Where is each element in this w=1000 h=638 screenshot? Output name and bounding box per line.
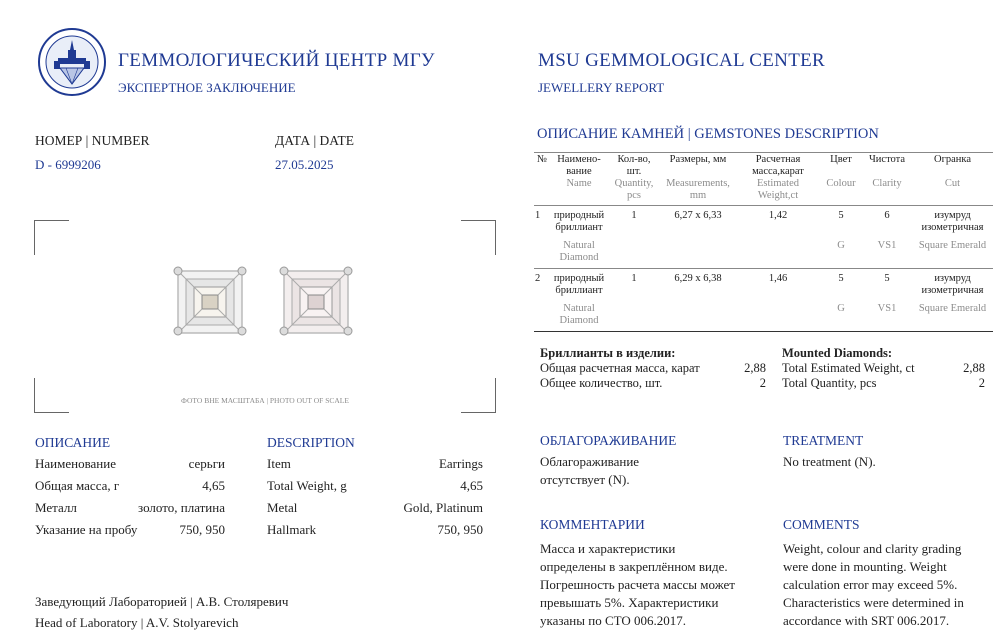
- column-header: Кол-во, шт.: [617, 154, 651, 177]
- subtitle-en: JEWELLERY REPORT: [538, 80, 665, 95]
- earring-photo-right: [278, 265, 358, 337]
- table-cell: [608, 240, 660, 269]
- table-cell: [608, 303, 660, 332]
- table-cell: G: [837, 240, 845, 251]
- table-header-ru: [534, 153, 993, 179]
- mounted-en-count-value: 2: [978, 376, 985, 390]
- comments-ru-line: определены в закреплённом виде.: [540, 559, 728, 574]
- table-cell: [660, 240, 736, 269]
- column-header: Расчетная масса,карат: [752, 154, 804, 177]
- description-en-label: Total Weight, g: [267, 478, 347, 493]
- table-cell: 1,42: [768, 210, 788, 221]
- description-ru-value: серьги: [188, 456, 225, 471]
- table-cell: [736, 240, 820, 269]
- photo-frame: [34, 220, 496, 413]
- table-cell: Square Emerald: [918, 240, 987, 251]
- table-cell: VS1: [877, 240, 897, 251]
- description-en-row: [267, 478, 483, 500]
- treatment-ru-line: отсутствует (N).: [540, 472, 630, 487]
- gemstones-heading: ОПИСАНИЕ КАМНЕЙ | GEMSTONES DESCRIPTION: [537, 126, 879, 142]
- treatment-ru-line: Облагораживание: [540, 454, 640, 469]
- description-en-heading: DESCRIPTION: [267, 435, 355, 450]
- table-cell: 6,27 x 6,33: [674, 210, 722, 221]
- mounted-ru-count-label: Общее количество, шт.: [540, 376, 663, 390]
- column-header: Чистота: [868, 154, 906, 165]
- table-cell: Natural Diamond: [559, 303, 599, 326]
- description-en-value: 750, 950: [437, 522, 483, 537]
- column-header: [534, 178, 550, 206]
- column-header: Цвет: [830, 154, 852, 165]
- title-ru: ГЕММОЛОГИЧЕСКИЙ ЦЕНТР МГУ: [118, 50, 435, 71]
- comments-en-line: Weight, colour and clarity grading: [783, 541, 962, 556]
- table-cell: 1: [535, 210, 541, 221]
- mounted-en-weight-value: 2,88: [963, 361, 985, 375]
- description-ru-value: золото, платина: [138, 500, 225, 515]
- description-ru-row: [35, 522, 225, 544]
- treatment-ru-text: [540, 453, 639, 489]
- column-header: Colour: [826, 178, 856, 189]
- table-cell: изумруд изометричная: [921, 210, 984, 233]
- signature-ru: Заведующий Лабораторией | А.В. Столяревич: [35, 594, 289, 609]
- description-ru-label: Указание на пробу: [35, 522, 138, 537]
- mounted-ru-row: [540, 376, 766, 391]
- table-cell: Natural Diamond: [559, 240, 599, 263]
- description-en-label: Item: [267, 456, 291, 471]
- mounted-en-weight-label: Total Estimated Weight, ct: [782, 361, 915, 375]
- description-ru-label: Металл: [35, 500, 77, 515]
- comments-ru-line: указаны по СТО 006.2017.: [540, 613, 687, 628]
- mounted-ru-count-value: 2: [759, 376, 766, 390]
- comments-ru-line: Масса и характеристики: [540, 541, 676, 556]
- treatment-en-heading: TREATMENT: [783, 433, 864, 448]
- mounted-ru-weight-label: Общая расчетная масса, карат: [540, 361, 700, 375]
- msu-logo-emblem: [38, 28, 106, 96]
- signature-en: Head of Laboratory | A.V. Stolyarevich: [35, 615, 239, 630]
- comments-en-heading: COMMENTS: [783, 517, 860, 532]
- table-cell: Square Emerald: [918, 303, 987, 314]
- table-row: [534, 303, 993, 332]
- subtitle-ru: ЭКСПЕРТНОЕ ЗАКЛЮЧЕНИЕ: [118, 80, 296, 95]
- table-cell: 5: [838, 273, 844, 284]
- description-ru-list: [35, 456, 225, 544]
- comments-en-line: Characteristics were determined in: [783, 595, 964, 610]
- table-cell: изумруд изометричная: [921, 273, 984, 296]
- column-header: Estimated Weight,ct: [757, 178, 799, 201]
- table-row: [534, 269, 993, 303]
- description-en-row: [267, 500, 483, 522]
- table-cell: 5: [838, 210, 844, 221]
- table-cell: VS1: [877, 303, 897, 314]
- column-header: Clarity: [872, 178, 902, 189]
- table-cell: природный бриллиант: [553, 273, 605, 296]
- description-en-value: Earrings: [438, 456, 483, 471]
- table-cell: 6,29 x 6,38: [674, 273, 722, 284]
- description-en-label: Metal: [267, 500, 298, 515]
- description-ru-row: [35, 500, 225, 522]
- description-ru-label: Наименование: [35, 456, 116, 471]
- number-label: НОМЕР | NUMBER: [35, 133, 150, 148]
- description-ru-heading: ОПИСАНИЕ: [35, 435, 111, 450]
- column-header: №: [536, 154, 548, 165]
- description-ru-value: 4,65: [202, 478, 225, 493]
- number-value: D - 6999206: [35, 157, 101, 172]
- description-en-label: Hallmark: [267, 522, 317, 537]
- comments-ru-line: превышать 5%. Характеристики: [540, 595, 719, 610]
- description-en-row: [267, 456, 483, 478]
- table-cell: [534, 303, 550, 332]
- mounted-en-heading: Mounted Diamonds:: [782, 346, 893, 360]
- description-ru-value: 750, 950: [179, 522, 225, 537]
- treatment-en-text: [783, 453, 876, 471]
- comments-en-line: calculation error may exceed 5%.: [783, 577, 958, 592]
- title-en: MSU GEMMOLOGICAL CENTER: [538, 50, 825, 71]
- comments-ru-line: Погрешность расчета массы может: [540, 577, 735, 592]
- description-en-value: 4,65: [460, 478, 483, 493]
- table-cell: 6: [884, 210, 890, 221]
- description-en-row: [267, 522, 483, 544]
- column-header: Cut: [944, 178, 961, 189]
- treatment-en-line: No treatment (N).: [783, 454, 876, 469]
- column-header: Размеры, мм: [669, 154, 727, 165]
- table-cell: 1,46: [768, 273, 788, 284]
- comments-ru-heading: КОММЕНТАРИИ: [540, 517, 645, 532]
- table-cell: 1: [631, 273, 637, 284]
- comments-en-line: accordance with SRT 006.2017.: [783, 613, 950, 628]
- mounted-ru: [540, 346, 766, 391]
- table-cell: природный бриллиант: [553, 210, 605, 233]
- mounted-en-row: [782, 376, 985, 391]
- description-en-list: [267, 456, 483, 544]
- description-ru-row: [35, 478, 225, 500]
- table-cell: 5: [884, 273, 890, 284]
- table-cell: [660, 303, 736, 332]
- earring-photo-left: [172, 265, 252, 337]
- mounted-ru-row: [540, 361, 766, 376]
- column-header: Quantity, pcs: [614, 178, 654, 201]
- description-ru-label: Общая масса, г: [35, 478, 120, 493]
- photo-caption: ФОТО ВНЕ МАСШТАБА | PHOTO OUT OF SCALE: [181, 396, 349, 405]
- gemstones-table: [534, 152, 993, 332]
- table-cell: 1: [631, 210, 637, 221]
- comments-en-text: [783, 540, 964, 630]
- treatment-ru-heading: ОБЛАГОРАЖИВАНИЕ: [540, 433, 677, 448]
- table-row: [534, 206, 993, 240]
- mounted-en-count-label: Total Quantity, pcs: [782, 376, 877, 390]
- column-header: Name: [566, 178, 592, 189]
- frame-corner: [34, 220, 69, 255]
- column-header: Measurements, mm: [666, 178, 730, 201]
- table-cell: G: [837, 303, 845, 314]
- comments-ru-text: [540, 540, 735, 630]
- table-cell: [534, 240, 550, 269]
- table-cell: 2: [535, 273, 541, 284]
- description-en-value: Gold, Platinum: [403, 500, 483, 515]
- mounted-en: [782, 346, 985, 391]
- comments-en-line: were done in mounting. Weight: [783, 559, 947, 574]
- table-header-en: [534, 178, 993, 206]
- mounted-en-row: [782, 361, 985, 376]
- table-row: [534, 240, 993, 269]
- date-value: 27.05.2025: [275, 157, 334, 172]
- frame-corner: [461, 220, 496, 255]
- date-label: ДАТА | DATE: [275, 133, 355, 148]
- description-ru-row: [35, 456, 225, 478]
- column-header: Огранка: [933, 154, 972, 165]
- table-cell: [736, 303, 820, 332]
- column-header: Наимено-вание: [557, 154, 601, 177]
- mounted-ru-heading: Бриллианты в изделии:: [540, 346, 676, 360]
- mounted-ru-weight-value: 2,88: [744, 361, 766, 375]
